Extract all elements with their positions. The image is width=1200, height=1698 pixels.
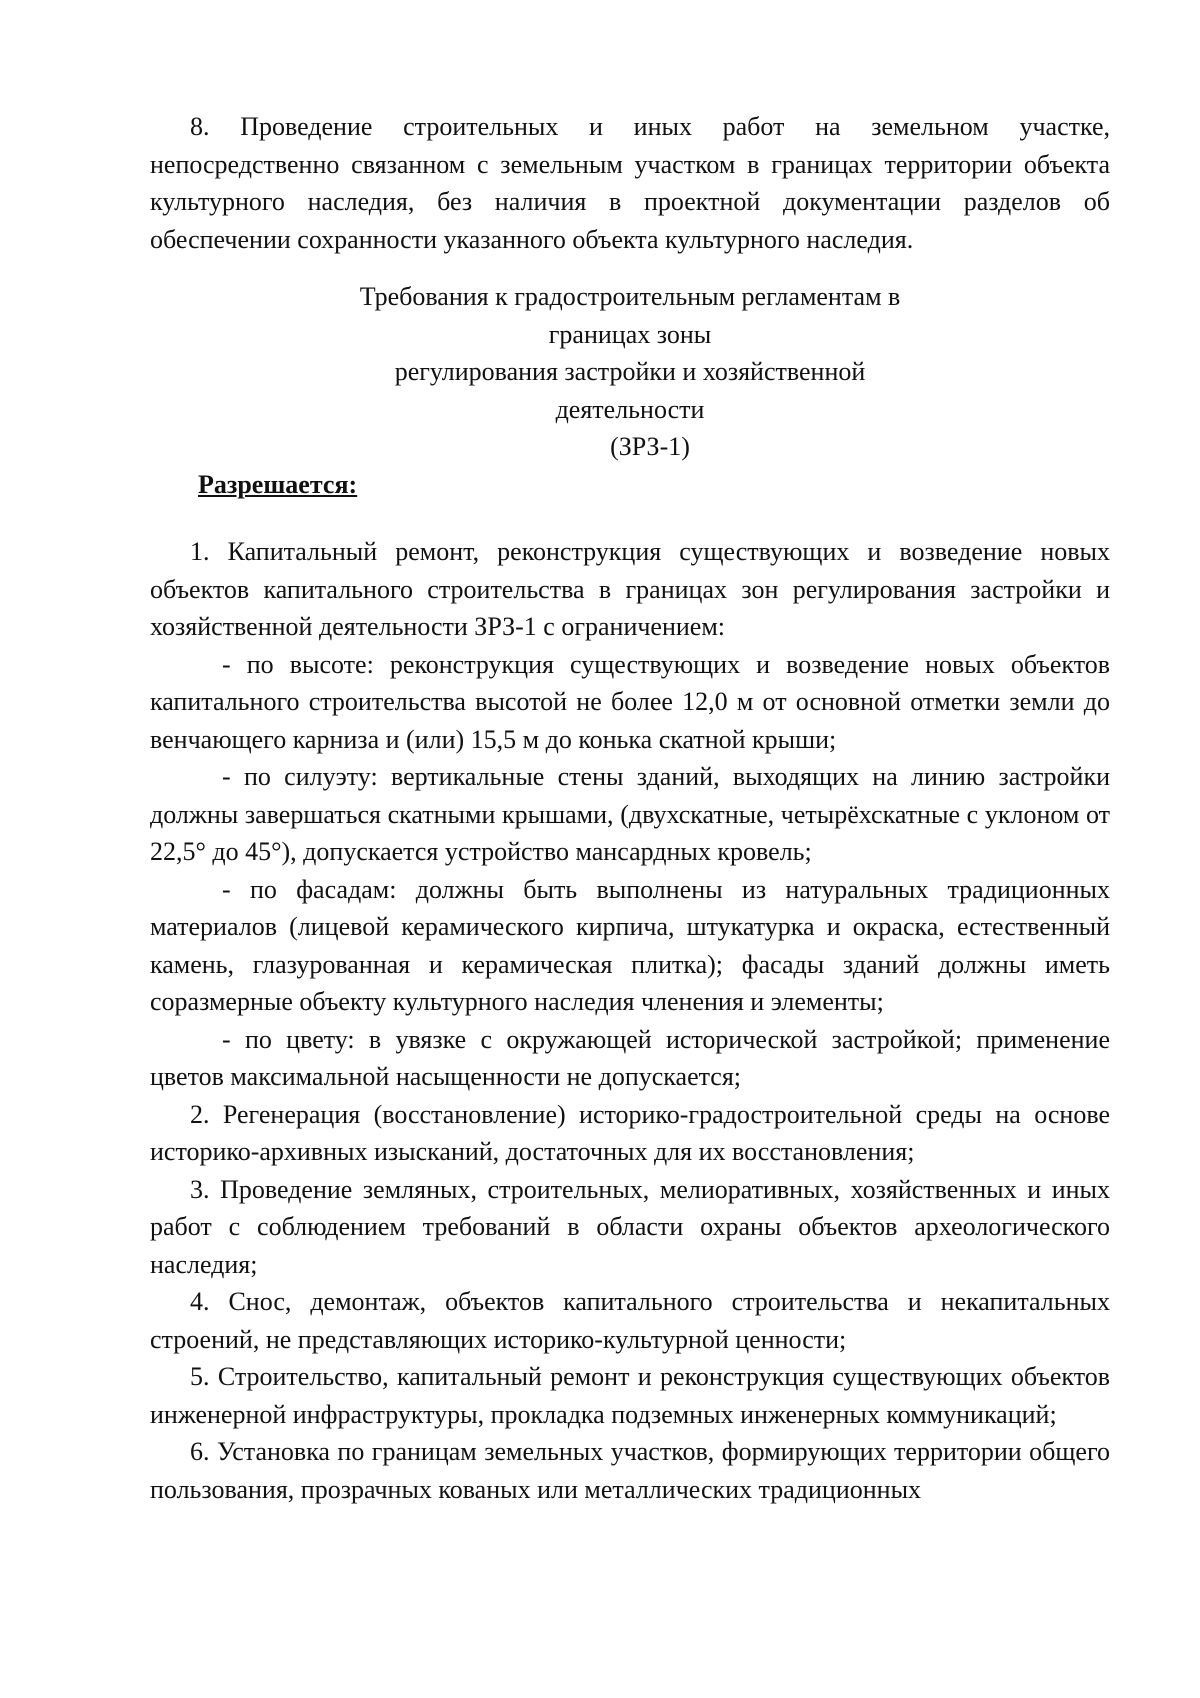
section-heading-code: (ЗРЗ-1) (610, 432, 690, 461)
list-item-1: 1. Капитальный ремонт, реконструкция существующих и возведение новых объектов капитального строительства в границах зон регулирования застройки и хозяйственной деятельности ЗРЗ-1 с ограничением: (150, 537, 1110, 641)
list-subitem-color: - по цвету: в увязке с окружающей исторической застройкой; применение цветов максимальной насыщенности не допускается; (150, 1024, 1110, 1091)
list-item-2: 2. Регенерация (восстановление) историко-градостроительной среды на основе историко-архивных изысканий, достаточных для их восстановления; (150, 1099, 1110, 1166)
list-item-4: 4. Снос, демонтаж, объектов капитального строительства и некапитальных строений, не представляющих историко-культурной ценности; (150, 1287, 1110, 1354)
section-heading-line-2: регулирования застройки и хозяйственной деятельности (394, 357, 866, 424)
list-item-3: 3. Проведение земляных, строительных, мелиоративных, хозяйственных и иных работ с соблюдением требований в области охраны объектов археологического наследия; (150, 1174, 1110, 1279)
list-subitem-height: - по высоте: реконструкция существующих и возведение новых объектов капитального строительства высотой не более 12,0 м от основной отметки земли до венчающего карниза и (или) 15,5 м до конька скатной крыши; (150, 649, 1110, 754)
section-heading-line-1: Требования к градостроительным регламентам в границах зоны (359, 282, 901, 349)
section-heading (320, 278, 940, 466)
document-page (150, 108, 1110, 1508)
intro-paragraph: 8. Проведение строительных и иных работ на земельном участке, непосредственно связанном с земельным участком в границах территории объекта культурного наследия, без наличия в проектной документации разделов об обеспечении сохранности указанного объекта культурного наследия. (150, 112, 1110, 254)
allowed-label: Разрешается: (198, 469, 358, 499)
list-subitem-silhouette: - по силуэту: вертикальные стены зданий, выходящих на линию застройки должны завершаться скатными крышами, (двухскатные, четырёхскатные с уклоном от 22,5° до 45°), допускается устройство мансардных кровель; (150, 762, 1110, 866)
list-item-6: 6. Установка по границам земельных участков, формирующих территории общего пользования, прозрачных кованых или металлических традиционных (150, 1437, 1110, 1504)
list-subitem-facades: - по фасадам: должны быть выполнены из натуральных традиционных материалов (лицевой керамического кирпича, штукатурка и окраска, естественный камень, глазурованная и керамическая плитка); фасады зданий должны иметь соразмерные объекту культурного наследия членения и элементы; (150, 874, 1110, 1016)
list-item-5: 5. Строительство, капитальный ремонт и реконструкция существующих объектов инженерной инфраструктуры, прокладка подземных инженерных коммуникаций; (150, 1362, 1110, 1429)
